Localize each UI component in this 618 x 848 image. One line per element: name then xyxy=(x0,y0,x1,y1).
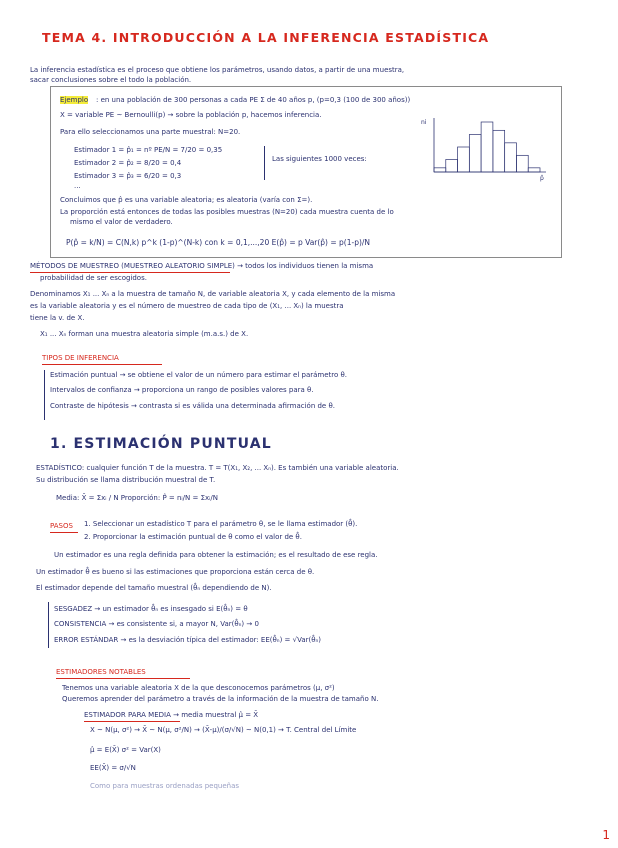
notables-line-1: Tenemos una variable aleatoria X de la que desconocemos parámetros (μ, σ²) xyxy=(62,684,335,692)
intro-line-1: La inferencia estadística es el proceso que obtiene los parámetros, usando datos, a partir de una muestra, xyxy=(30,66,405,74)
histogram-bar xyxy=(505,143,517,172)
estadistico-line-1: ESTADÍSTICO: cualquier función T de la muestra. T = T(X₁, X₂, ... Xₙ). Es también una variable aleatoria. xyxy=(36,464,399,472)
inference-item-3: Contraste de hipótesis → contrasta si es válida una determinada afirmación de θ. xyxy=(50,402,335,410)
example-line-10: La proporción está entonces de todas las posibles muestras (N=20) cada muestra cuenta de lo xyxy=(60,208,394,216)
example-line-1 xyxy=(60,96,88,105)
sampling-line-6: X₁ ... Xₙ forman una muestra aleatoria simple (m.a.s.) de X. xyxy=(40,330,249,338)
properties-brace xyxy=(48,602,49,648)
repeat-note: Las siguientes 1000 veces: xyxy=(272,155,367,163)
histogram-x-label: p̂ xyxy=(540,175,544,182)
binomial-formula: P(p̂ = k/N) = C(N,k) p^k (1-p)^(N-k) con k = 0,1,...,20 E(p̂) = p Var(p̂) = p(1-p)/N xyxy=(66,238,371,247)
histogram-bar xyxy=(446,160,458,173)
formula-4: Como para muestras ordenadas pequeñas xyxy=(90,782,240,790)
page-title: TEMA 4. INTRODUCCIÓN A LA INFERENCIA ESTADÍSTICA xyxy=(42,30,490,45)
sampling-line-3: Denominamos X₁ ... Xₙ a la muestra de tamaño N, de variable aleatoria X, y cada elemento de la misma xyxy=(30,290,396,298)
histogram-bar xyxy=(493,130,505,172)
property-sesgadez: SESGADEZ → un estimador θ̂ₙ es insesgado si E(θ̂ₙ) = θ xyxy=(54,605,248,613)
histogram-bar xyxy=(458,147,470,172)
inference-item-1: Estimación puntual → se obtiene el valor de un número para estimar el parámetro θ. xyxy=(50,371,348,379)
example-line-2: X = variable PE ~ Bernoulli(p) → sobre la población p, hacemos inferencia. xyxy=(60,111,322,119)
sampling-line-1: MÉTODOS DE MUESTREO (MUESTREO ALEATORIO SIMPLE) → todos los individuos tienen la misma xyxy=(30,262,374,270)
inference-item-2: Intervalos de confianza → proporciona un rango de posibles valores para θ. xyxy=(50,386,314,394)
histogram-bar xyxy=(469,135,481,173)
inference-heading: TIPOS DE INFERENCIA xyxy=(42,354,119,362)
estimador-note-3: El estimador depende del tamaño muestral (θ̂ₙ dependiendo de N). xyxy=(36,584,272,592)
estimador-note-1: Un estimador es una regla definida para obtener la estimación; es el resultado de ese regla. xyxy=(54,551,378,559)
sampling-underline xyxy=(30,272,230,273)
paso-1: 1. Seleccionar un estadístico T para el parámetro θ, se le llama estimador (θ̂). xyxy=(84,520,358,528)
intro-line-2: sacar conclusiones sobre el todo la población. xyxy=(30,76,192,84)
histogram-bar xyxy=(516,155,528,172)
histogram-y-label: ni xyxy=(421,119,427,126)
estimator-3: Estimador 3 = p̂₃ = 6/20 = 0,3 xyxy=(74,172,182,180)
notables-underline xyxy=(56,678,190,679)
estimador-note-2: Un estimador θ̂ es bueno si las estimaciones que proporciona están cerca de θ. xyxy=(36,568,315,576)
formula-3: EE(X̄) = σ/√N xyxy=(90,764,136,772)
formula-2: μ̂ = E(X̄) σ² = Var(X) xyxy=(90,746,161,754)
property-consistencia: CONSISTENCIA → es consistente si, a mayor N, Var(θ̂ₙ) → 0 xyxy=(54,620,259,628)
page-number: 1 xyxy=(602,828,610,842)
brace xyxy=(264,146,265,180)
inference-underline xyxy=(42,364,162,365)
estimator-ellipsis: ... xyxy=(74,182,81,190)
media-estimator-line: ESTIMADOR PARA MEDIA → media muestral μ̂ = X̄ xyxy=(84,711,259,719)
example-label: Ejemplo xyxy=(60,96,89,104)
example-line-9: Concluimos que p̂ es una variable aleatoria; es aleatoria (varía con Σ=). xyxy=(60,196,313,204)
notables-line-2: Queremos aprender del parámetro a través de la información de la muestra de tamaño N. xyxy=(62,695,379,703)
sampling-line-2: probabilidad de ser escogidos. xyxy=(40,274,147,282)
sampling-line-4: es la variable aleatoria y es el número de muestreo de cada tipo de (X₁, ... Xₙ) la muestra xyxy=(30,302,344,310)
pasos-label: PASOS xyxy=(50,522,73,530)
estadistico-line-3: Media: X̄ = Σxᵢ / N Proporción: P̂ = nᵢ/N = Σxᵢ/N xyxy=(56,494,219,502)
formula-1: X ~ N(μ, σ²) → X̄ ~ N(μ, σ²/N) → (X̄-μ)/(σ/√N) ~ N(0,1) → T. Central del Límite xyxy=(90,726,357,734)
pasos-underline xyxy=(50,532,78,533)
estimator-2: Estimador 2 = p̂₂ = 8/20 = 0,4 xyxy=(74,159,182,167)
histogram-chart xyxy=(420,112,550,182)
histogram-bar xyxy=(434,168,446,172)
sampling-line-5: tiene la v. de X. xyxy=(30,314,85,322)
example-line-11: mismo el valor de verdadero. xyxy=(70,218,173,226)
estadistico-line-2: Su distribución se llama distribución muestral de T. xyxy=(36,476,216,484)
notables-heading: ESTIMADORES NOTABLES xyxy=(56,668,146,676)
histogram-bar xyxy=(528,168,540,172)
example-line-3: Para ello seleccionamos una parte muestral: N=20. xyxy=(60,128,241,136)
paso-2: 2. Proporcionar la estimación puntual de θ como el valor de θ̂. xyxy=(84,533,302,541)
example-line-1-text: : en una población de 300 personas a cada PE Σ de 40 años p, (p=0,3 (100 de 300 años)) xyxy=(96,96,411,104)
section-heading: 1. ESTIMACIÓN PUNTUAL xyxy=(50,436,272,452)
media-underline xyxy=(84,721,180,722)
histogram-bar xyxy=(481,122,493,172)
property-error-estandar: ERROR ESTÁNDAR → es la desviación típica del estimador: EE(θ̂ₙ) = √Var(θ̂ₙ) xyxy=(54,636,322,644)
estimator-1: Estimador 1 = p̂₁ = nº PE/N = 7/20 = 0,35 xyxy=(74,146,223,154)
inference-brace xyxy=(44,370,45,420)
